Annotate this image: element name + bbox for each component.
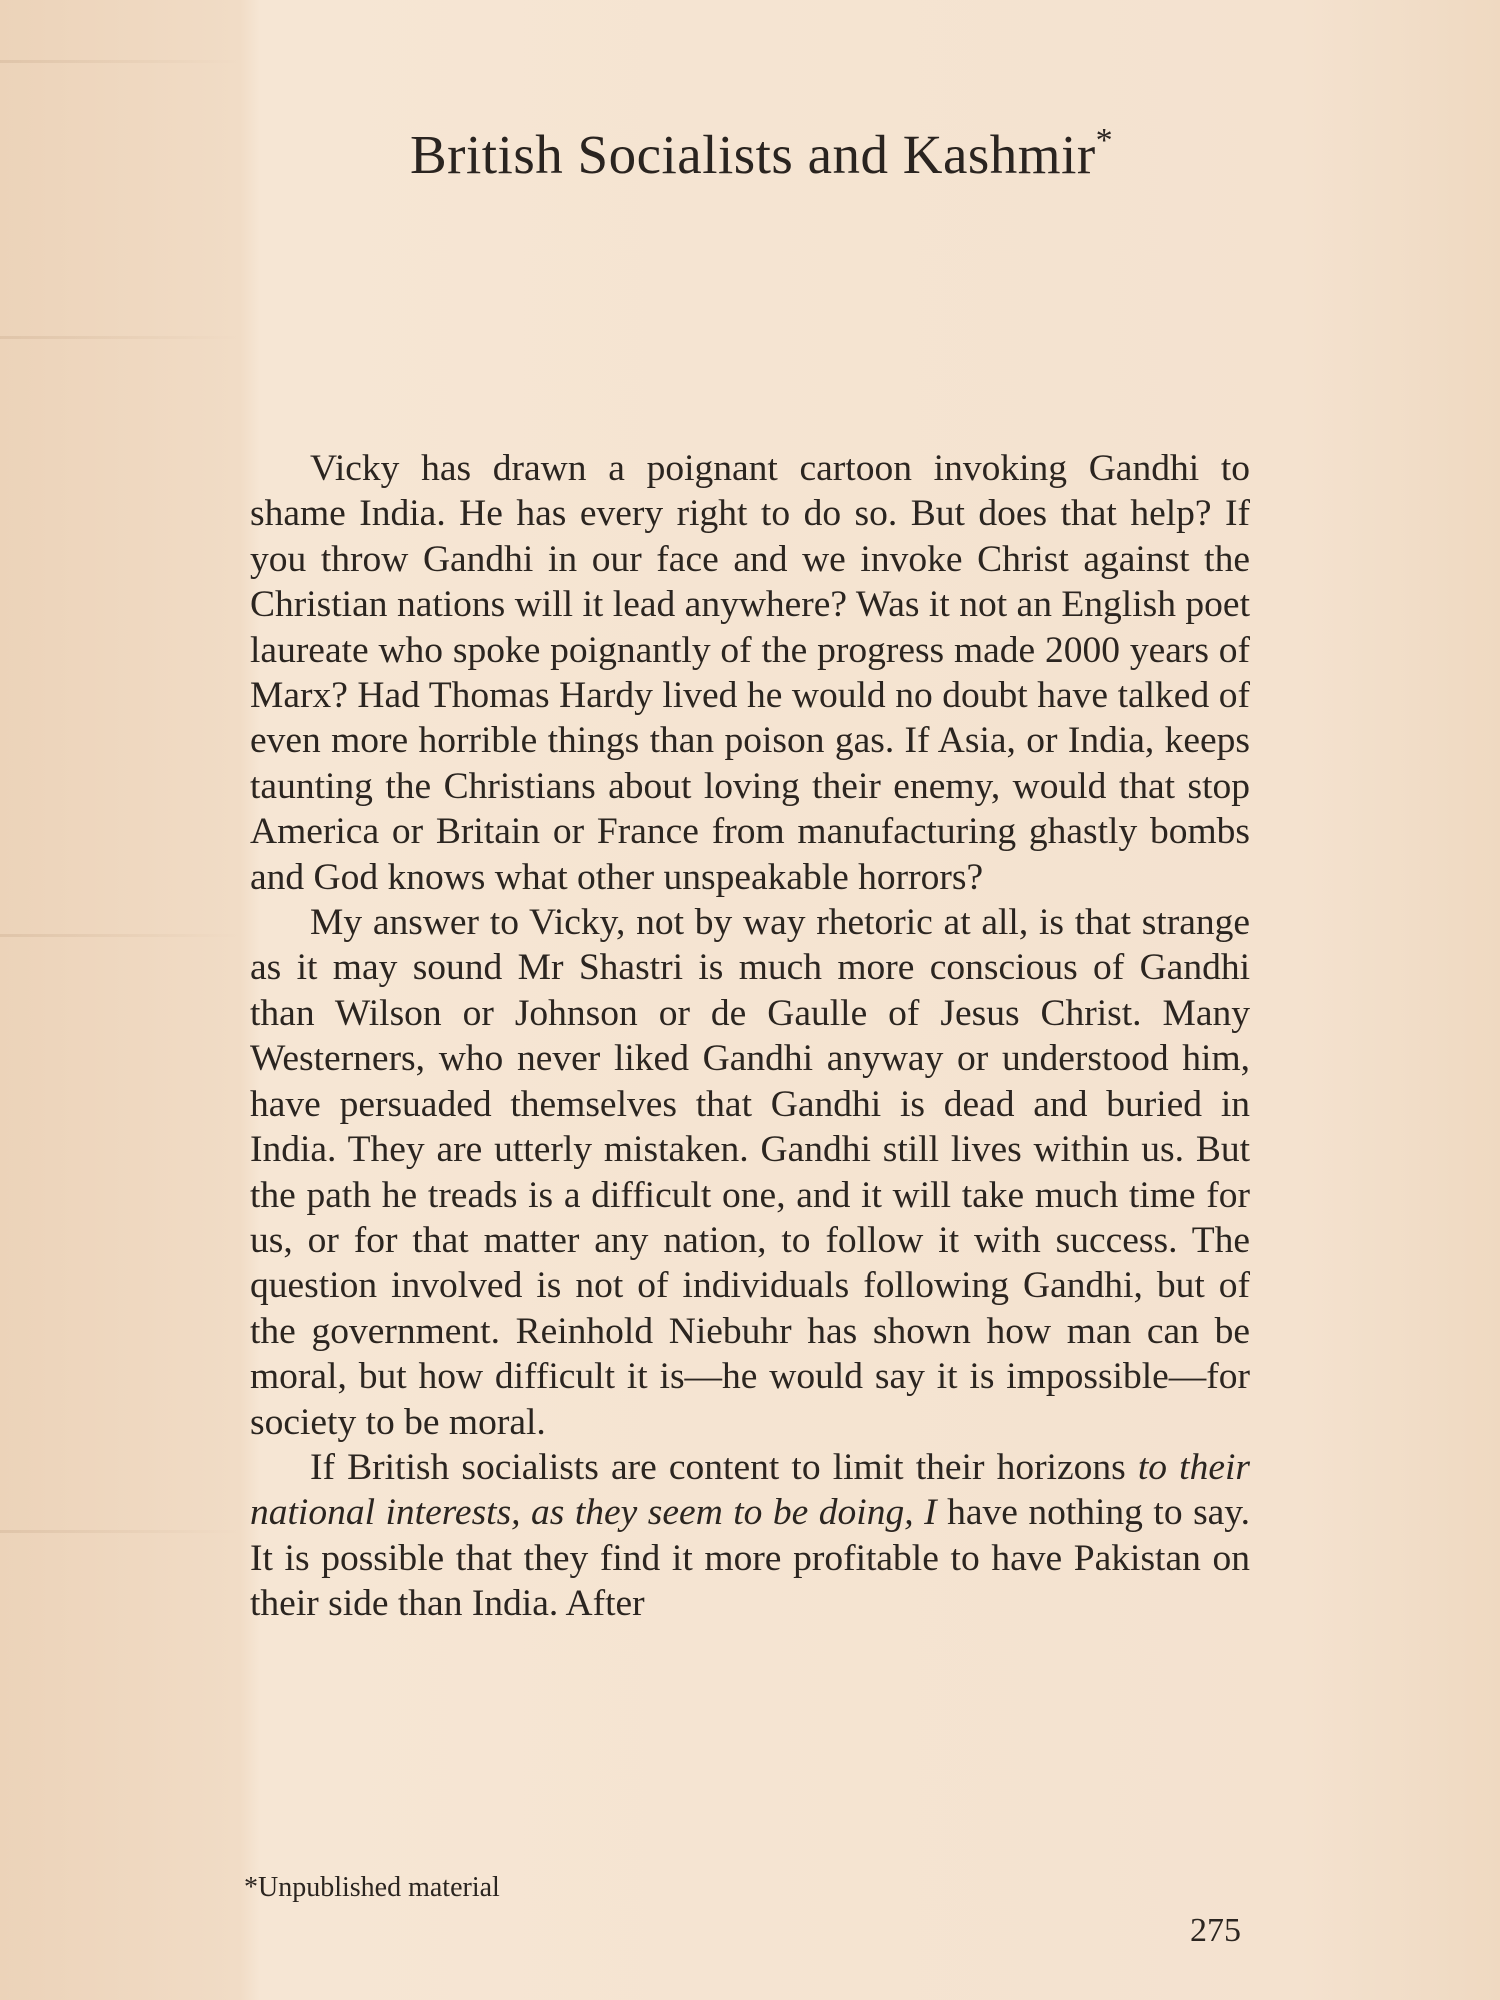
paragraph-3-start: If British socialists are content to limit their horizons	[310, 1446, 1126, 1488]
paragraph-3-italic: to their national interests, as they seem to be doing, I	[250, 1446, 1250, 1534]
paragraph-3	[250, 1445, 1250, 1627]
paper-streak	[0, 934, 240, 937]
paper-streak	[0, 60, 240, 63]
footnote: *Unpublished material	[244, 1872, 500, 1903]
page-number: 275	[1190, 1912, 1241, 1949]
title-footnote-mark: *	[1095, 122, 1114, 159]
page-title	[0, 122, 1500, 186]
paragraph-2: My answer to Vicky, not by way rhetoric at all, is that strange as it may sound Mr Shastri is much more conscious of Gandhi than Wilson or Johnson or de Gaulle of Jesus Christ. Many Westerners, who never liked Gandhi anyway or understood him, have persuaded themselves that Gandhi is dead and buried in India. They are utterly mistaken. Gandhi still lives within us. But the path he treads is a difficult one, and it will take much time for us, or for that matter any nation, to follow it with success. The question involved is not of individuals following Gandhi, but of the government. Reinhold Niebuhr has shown how man can be moral, but how difficult it is—he would say it is impossible—for society to be moral.	[250, 902, 1250, 1443]
body-text	[250, 446, 1250, 1627]
paper-streak	[0, 336, 240, 339]
paragraph-3-end: have nothing to say. It is possible that they find it more profitable to have Pakistan on their side than India. After	[250, 1492, 1250, 1625]
title-text: British Socialists and Kashmir	[410, 124, 1096, 185]
paragraph-1: Vicky has drawn a poignant cartoon invoking Gandhi to shame India. He has every right to do so. But does that help? If you throw Gandhi in our face and we invoke Christ against the Christian nations will it lead anywhere? Was it not an English poet laureate who spoke poignantly of the progress made 2000 years of Marx? Had Thomas Hardy lived he would no doubt have talked of even more horrible things than poison gas. If Asia, or India, keeps taunting the Christians about loving their enemy, would that stop America or Britain or France from manufacturing ghastly bombs and God knows what other unspeakable horrors?	[250, 448, 1250, 898]
paper-streak	[0, 1530, 240, 1533]
